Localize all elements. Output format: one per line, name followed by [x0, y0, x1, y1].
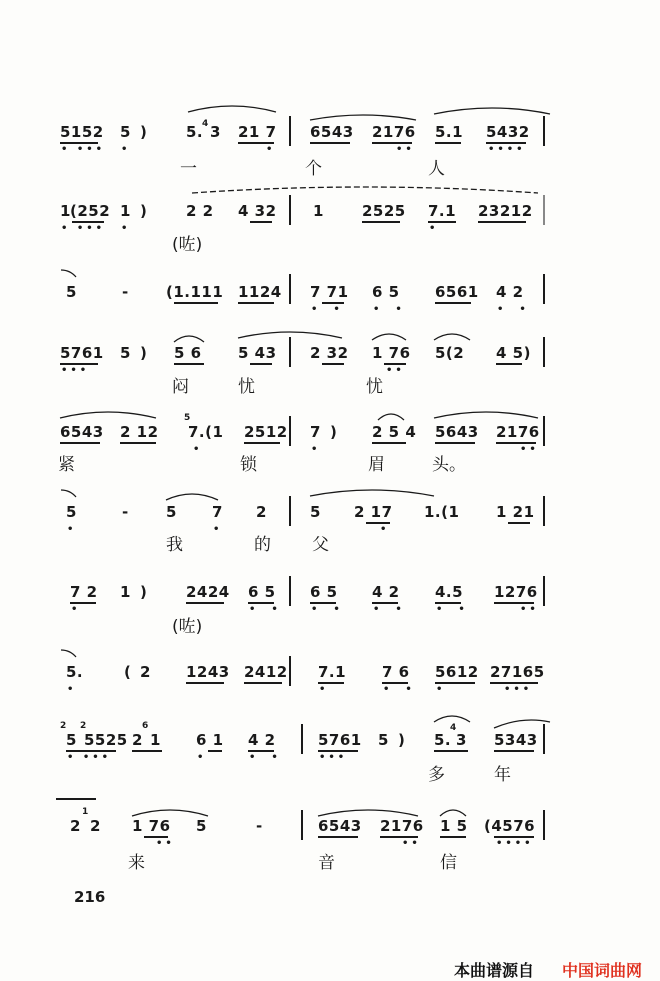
bar-line: [289, 116, 291, 146]
note: 5: [120, 344, 131, 362]
note: 3: [210, 123, 221, 141]
underline: [120, 442, 156, 444]
note: 4 5): [496, 344, 531, 362]
note: 5.1: [435, 123, 464, 141]
note: 5: [66, 503, 77, 521]
slur: [438, 806, 468, 818]
note: 2412: [244, 663, 288, 681]
underline: [174, 363, 204, 365]
underline: [174, 302, 218, 304]
note: 2: [140, 663, 151, 681]
low-dot: •: [193, 444, 203, 455]
note: 1: [313, 202, 324, 220]
grace-note: 2: [80, 721, 87, 731]
bar-line: [289, 337, 291, 367]
note: 5: [66, 731, 77, 749]
bar-line: [543, 195, 545, 225]
note: 4.5: [435, 583, 464, 601]
lyric: 闷: [172, 377, 189, 397]
lyric: 来: [128, 853, 145, 873]
note: 7: [310, 423, 321, 441]
note: 5.: [66, 663, 84, 681]
note: 2176: [496, 423, 540, 441]
low-dots: ••: [386, 365, 405, 376]
site-name[interactable]: 中国词曲网: [562, 961, 643, 980]
underline: [208, 750, 222, 752]
bar-line: [543, 274, 545, 304]
lyric: 多: [428, 765, 445, 785]
note: 2176: [380, 817, 424, 835]
note: 6 5: [310, 583, 338, 601]
lyric: 忧: [238, 377, 255, 397]
low-dot: •: [71, 604, 81, 615]
note: 4 32: [238, 202, 277, 220]
low-dots: • •: [249, 752, 281, 763]
paren: ): [398, 731, 406, 749]
low-dots: • •••: [61, 223, 106, 234]
lyric: (咗): [172, 235, 203, 255]
note: 7.1: [428, 202, 457, 220]
lyric: 眉: [368, 455, 385, 475]
bar-line: [301, 810, 303, 840]
underline: [132, 750, 162, 752]
lyric: 头。: [432, 455, 466, 475]
grace-note: 1: [82, 807, 89, 817]
underline: [318, 836, 358, 838]
low-dots: •••: [504, 684, 533, 695]
note: 2: [132, 731, 143, 749]
note: 1: [120, 583, 131, 601]
note: 1: [120, 202, 131, 220]
bar-line: [289, 576, 291, 606]
note: 2: [90, 817, 101, 835]
underline: [435, 142, 461, 144]
note: 6 5: [372, 283, 400, 301]
note: 5432: [486, 123, 530, 141]
note: 2 12: [120, 423, 159, 441]
slur: [492, 716, 552, 730]
note: 7: [212, 503, 223, 521]
underline: [372, 442, 406, 444]
lyric: 的: [254, 535, 271, 555]
note: 1 21: [496, 503, 535, 521]
tie: [60, 488, 78, 498]
slur: [432, 406, 540, 420]
slur: [58, 406, 158, 420]
underline: [496, 363, 522, 365]
dash: -: [122, 503, 129, 521]
note: 4 2: [248, 731, 276, 749]
note: 5: [378, 731, 389, 749]
grace-note: 5: [184, 413, 191, 423]
underline: [186, 682, 224, 684]
bar-line: [543, 337, 545, 367]
note: 3: [456, 731, 467, 749]
page-number: 216: [74, 888, 106, 906]
note: 6543: [310, 123, 354, 141]
lyric: 年: [494, 765, 511, 785]
underline: [250, 221, 272, 223]
grace-note: 4: [450, 723, 457, 733]
low-dot: •: [311, 444, 321, 455]
slur: [186, 100, 278, 114]
underline: [250, 363, 272, 365]
note: 5761: [60, 344, 104, 362]
note: 5: [310, 503, 321, 521]
bar-line: [543, 576, 545, 606]
low-dots: • •: [373, 304, 405, 315]
paren: (: [124, 663, 132, 681]
paren: ): [140, 344, 148, 362]
low-dots: •••: [319, 752, 348, 763]
note: 2 5 4: [372, 423, 417, 441]
note: 2424: [186, 583, 230, 601]
underline: [494, 750, 534, 752]
note: 1 5: [440, 817, 468, 835]
note: 5643: [435, 423, 479, 441]
note: 4 2: [372, 583, 400, 601]
note: 1276: [494, 583, 538, 601]
low-dots: ••: [156, 838, 175, 849]
underline: [322, 363, 344, 365]
underline: [238, 302, 274, 304]
bar-line: [543, 116, 545, 146]
note: 1243: [186, 663, 230, 681]
note: 2 32: [310, 344, 349, 362]
low-dots: ••: [396, 144, 415, 155]
low-dots: • •: [436, 604, 468, 615]
slur: [130, 806, 210, 818]
lyric: 紧: [58, 455, 75, 475]
slur: [190, 183, 540, 195]
note: 5525: [84, 731, 128, 749]
note: 23212: [478, 202, 533, 220]
grace-note: 2: [60, 721, 67, 731]
paren: ): [140, 202, 148, 220]
lyric: 父: [312, 535, 329, 555]
note: 5: [166, 503, 177, 521]
grace-note: 6: [142, 721, 149, 731]
note: 7 2: [70, 583, 98, 601]
note: 7 71: [310, 283, 349, 301]
slur: [432, 712, 472, 724]
lyric: 信: [440, 853, 457, 873]
slur: [432, 330, 472, 342]
low-dot: •: [67, 524, 77, 535]
underline: [244, 442, 280, 444]
grace-note: 4: [202, 119, 209, 129]
lyric: 忧: [366, 377, 383, 397]
low-dots: ••••: [488, 144, 526, 155]
note: 5.: [186, 123, 204, 141]
note: 7.1: [318, 663, 347, 681]
lyric: 人: [428, 159, 445, 179]
note: 5: [120, 123, 131, 141]
underline: [362, 221, 400, 223]
note: 6543: [318, 817, 362, 835]
note: 21 7: [238, 123, 277, 141]
note: 1 76: [132, 817, 171, 835]
underline: [244, 682, 282, 684]
low-dots: ••: [520, 444, 539, 455]
low-dots: •••: [61, 365, 90, 376]
underline: [478, 221, 526, 223]
note: 2 2: [186, 202, 214, 220]
underline: [435, 442, 475, 444]
note: 6561: [435, 283, 479, 301]
tie: [60, 648, 78, 658]
note: 5: [196, 817, 207, 835]
lyric: 锁: [240, 455, 257, 475]
note: 5(2: [435, 344, 465, 362]
note: 6 1: [196, 731, 224, 749]
slur: [308, 110, 418, 122]
bar-line: [543, 496, 545, 526]
bar-line: [289, 416, 291, 446]
slur: [236, 326, 344, 340]
low-dots: • •: [311, 304, 343, 315]
note: 1 76: [372, 344, 411, 362]
underline: [435, 302, 471, 304]
note: 2176: [372, 123, 416, 141]
note: 1.(1: [424, 503, 460, 521]
low-dot: •: [121, 223, 131, 234]
note: (4576: [484, 817, 536, 835]
bar-line: [289, 195, 291, 225]
low-dots: • •: [497, 304, 529, 315]
note: 2: [256, 503, 267, 521]
tie-line: [56, 798, 96, 800]
note: 5612: [435, 663, 479, 681]
note: 2512: [244, 423, 288, 441]
note: 5152: [60, 123, 104, 141]
slur: [432, 102, 552, 116]
bar-line: [289, 274, 291, 304]
note: 5 6: [174, 344, 202, 362]
bar-line: [289, 496, 291, 526]
note: 7.(1: [188, 423, 224, 441]
note: (252: [70, 202, 111, 220]
bar-line: [543, 810, 545, 840]
note: 6 5: [248, 583, 276, 601]
low-dot: •: [319, 684, 329, 695]
note: 7 6: [382, 663, 410, 681]
note: 5.: [434, 731, 452, 749]
lyric: 个: [305, 159, 322, 179]
note: 2525: [362, 202, 406, 220]
bar-line: [301, 724, 303, 754]
low-dot: •: [380, 524, 390, 535]
slur: [370, 330, 408, 342]
note: 4 2: [496, 283, 524, 301]
note: 6543: [60, 423, 104, 441]
note: 2 17: [354, 503, 393, 521]
underline: [60, 442, 100, 444]
low-dots: • •: [373, 604, 405, 615]
underline: [508, 522, 530, 524]
underline: [310, 142, 350, 144]
low-dots: • •: [383, 684, 415, 695]
lyric: 一: [180, 159, 197, 179]
note: 5761: [318, 731, 362, 749]
underline: [440, 836, 466, 838]
slur: [376, 410, 406, 422]
low-dots: • •: [249, 604, 281, 615]
note: 1: [60, 202, 71, 220]
low-dot: •: [197, 752, 207, 763]
note: (1.111: [166, 283, 224, 301]
slur: [172, 332, 206, 344]
note: 27165: [490, 663, 545, 681]
paren: ): [140, 123, 148, 141]
low-dot: •: [213, 524, 223, 535]
dash: -: [122, 283, 129, 301]
lyric: 音: [318, 853, 335, 873]
low-dot: •: [429, 223, 439, 234]
low-dots: ••: [520, 604, 539, 615]
note: 5: [66, 283, 77, 301]
low-dots: ••••: [496, 838, 534, 849]
note: 5 43: [238, 344, 277, 362]
slur: [316, 804, 420, 818]
slur: [308, 484, 436, 498]
low-dots: ••: [402, 838, 421, 849]
lyric: (咗): [172, 617, 203, 637]
dash: -: [256, 817, 263, 835]
low-dot: •: [67, 684, 77, 695]
low-dots: • •••: [67, 752, 112, 763]
low-dots: • •: [311, 604, 343, 615]
lyric: 我: [166, 535, 183, 555]
source-text: 本曲谱源自: [454, 961, 535, 980]
paren: ): [140, 583, 148, 601]
low-dot: •: [266, 144, 276, 155]
low-dots: • •••: [61, 144, 106, 155]
low-dot: •: [121, 144, 131, 155]
note: 2: [70, 817, 81, 835]
bar-line: [543, 416, 545, 446]
underline: [186, 602, 224, 604]
slur: [164, 488, 220, 502]
paren: ): [330, 423, 338, 441]
underline: [434, 750, 468, 752]
note: 1124: [238, 283, 282, 301]
tie: [60, 268, 78, 278]
low-dot: •: [436, 684, 446, 695]
bar-line: [289, 656, 291, 686]
note: 5343: [494, 731, 538, 749]
note: 1: [150, 731, 161, 749]
